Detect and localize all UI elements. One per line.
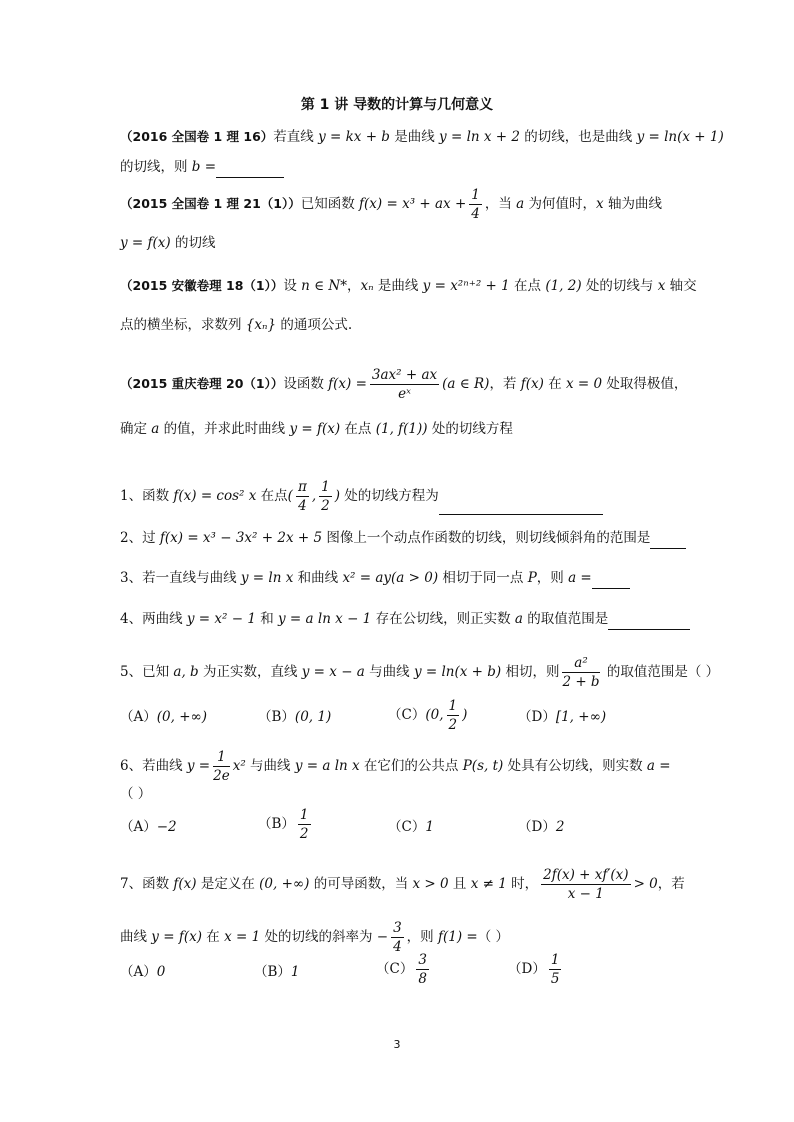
math: a = <box>646 758 671 774</box>
option-b[interactable] <box>258 806 314 843</box>
math: > 0 <box>633 876 658 892</box>
option-label: （D） <box>518 819 556 835</box>
text: （ ） <box>477 929 509 945</box>
denominator: eˣ <box>398 386 411 402</box>
option-d[interactable] <box>518 706 606 728</box>
source-tag: （2016 全国卷 1 理 16） <box>120 129 274 144</box>
text: 的通项公式. <box>276 317 353 333</box>
numerator: π <box>297 479 307 495</box>
option-d[interactable] <box>518 816 564 838</box>
text: 过 <box>142 530 160 546</box>
text: 设函数 <box>283 376 329 392</box>
text: ，则 <box>536 570 569 586</box>
math: a <box>516 196 525 212</box>
text: 两曲线 <box>142 611 187 627</box>
math: (a ∈ R) <box>442 376 490 392</box>
option-label: （B） <box>258 816 295 832</box>
math: , <box>311 488 317 504</box>
option-value: 0 <box>156 964 166 980</box>
text: ，则 <box>406 929 438 945</box>
option-value: [1, +∞) <box>555 709 607 725</box>
option-label: （C） <box>388 819 426 835</box>
option-a[interactable] <box>120 816 177 838</box>
source-tag: （2015 全国卷 1 理 21（1）） <box>120 196 301 211</box>
denominator: 8 <box>418 971 427 987</box>
math: ( <box>287 488 293 504</box>
text: 曲线 <box>120 929 152 945</box>
text: 为何值时， <box>524 196 597 212</box>
option-value: 1 <box>425 819 434 835</box>
question-5 <box>120 654 719 691</box>
math: f(x) = <box>328 376 367 392</box>
text: 是定义在 <box>196 876 260 892</box>
intro-problem-4-cont <box>120 418 513 440</box>
fraction <box>296 478 309 515</box>
fraction <box>549 951 562 988</box>
intro-problem-3-cont <box>120 314 352 336</box>
text: 在点 <box>256 488 288 504</box>
denominator: 2 + b <box>562 674 600 690</box>
math: x ≠ 1 <box>470 876 507 892</box>
math: x = 1 <box>224 929 261 945</box>
text: 点的横坐标，求数列 <box>120 317 246 333</box>
math: − <box>376 929 389 945</box>
text: 与曲线 <box>245 758 295 774</box>
fraction <box>562 654 599 691</box>
text: ，若 <box>489 376 521 392</box>
math: (0, +∞) <box>259 876 310 892</box>
text: 相切，则 <box>501 664 560 680</box>
math: b = <box>191 159 217 175</box>
question-6 <box>120 748 671 785</box>
math: y = x²ⁿ⁺² + 1 <box>422 278 510 294</box>
text: 已知 <box>142 664 174 680</box>
text: 处的切线方程 <box>427 421 513 437</box>
math: x = 0 <box>566 376 603 392</box>
denominator: x − 1 <box>567 886 604 902</box>
fraction <box>370 366 439 403</box>
text: 若一直线与曲线 <box>142 570 241 586</box>
math: f(x) <box>520 376 544 392</box>
math: f(x) <box>173 876 197 892</box>
math: y = x − a <box>301 664 365 680</box>
math: {xₙ} <box>245 317 277 333</box>
answer-blank <box>650 532 686 549</box>
source-tag: （2015 安徽卷理 18（1）） <box>120 278 284 293</box>
denominator: 2 <box>448 717 458 733</box>
text: 确定 <box>120 421 152 437</box>
question-number: 2、 <box>120 530 143 546</box>
math: x <box>596 196 604 212</box>
text: 在它们的公共点 <box>359 758 463 774</box>
answer-blank <box>439 498 603 515</box>
question-number: 3、 <box>120 570 143 586</box>
option-c[interactable] <box>388 816 434 838</box>
question-number: 5、 <box>120 664 143 680</box>
math: y = ln x <box>240 570 294 586</box>
text: 图像上一个动点作函数的切线，则切线倾斜角的范围是 <box>322 530 651 546</box>
text: 的取值范围是 <box>522 611 609 627</box>
text: 时， <box>506 876 539 892</box>
option-label: （D） <box>508 961 546 977</box>
math: x² <box>232 758 246 774</box>
page-number: 3 <box>393 1038 401 1051</box>
math: y = ln(x + 1) <box>636 129 724 145</box>
text: 是曲线 <box>389 129 440 145</box>
denominator: 4 <box>298 498 307 514</box>
text: 若曲线 <box>142 758 187 774</box>
text: 和曲线 <box>293 570 343 586</box>
math: f(x) = cos² x <box>173 488 257 504</box>
option-c[interactable] <box>376 951 432 988</box>
option-label: （A） <box>120 819 157 835</box>
answer-blank <box>608 613 690 630</box>
text: 轴为曲线 <box>603 196 662 212</box>
math: x² = ay(a > 0) <box>342 570 439 586</box>
text: 处取得极值， <box>602 376 688 392</box>
option-value: 1 <box>290 964 300 980</box>
numerator: 1 <box>471 187 480 203</box>
math: (1, 2) <box>545 278 582 294</box>
text: ， <box>346 278 361 294</box>
option-b[interactable] <box>258 706 331 728</box>
page-title: 第 1 讲 导数的计算与几何意义 <box>300 97 494 113</box>
option-label: （A） <box>120 964 157 980</box>
text: 在 <box>201 929 225 945</box>
math: y = f(x) <box>151 929 202 945</box>
option-c[interactable] <box>388 697 467 734</box>
math: n ∈ N* <box>301 278 347 294</box>
math: P <box>527 570 537 586</box>
math: ) <box>334 488 340 504</box>
numerator: 2f(x) + xf′(x) <box>543 867 629 883</box>
text: 的取值范围是（ ） <box>602 664 720 680</box>
text: 是曲线 <box>373 278 423 294</box>
option-label: （C） <box>388 707 426 723</box>
numerator: a² <box>562 654 599 673</box>
question-1 <box>120 478 603 515</box>
text: 函数 <box>142 488 174 504</box>
text: 处的切线的斜率为 <box>260 929 377 945</box>
text: 的切线，也是曲线 <box>519 129 637 145</box>
math: a <box>514 611 523 627</box>
option-d[interactable] <box>508 951 564 988</box>
intro-problem-1-cont <box>120 156 284 178</box>
fraction <box>447 697 460 734</box>
option-label: （B） <box>258 709 295 725</box>
text: 和 <box>255 611 279 627</box>
option-a[interactable] <box>120 961 165 983</box>
question-2 <box>120 527 686 549</box>
intro-problem-3 <box>120 275 697 297</box>
fraction <box>469 186 482 223</box>
math: f(x) = x³ − 3x² + 2x + 5 <box>159 530 323 546</box>
math: y = <box>186 758 211 774</box>
option-label: （C） <box>376 961 414 977</box>
text: 处的切线与 <box>581 278 658 294</box>
question-6-paren <box>120 783 151 805</box>
option-value: 2 <box>555 819 565 835</box>
numerator: 1 <box>448 698 458 714</box>
option-value: (0, +∞) <box>156 709 208 725</box>
text: 在点 <box>340 421 376 437</box>
text: 存在公切线，则正实数 <box>371 611 515 627</box>
question-4 <box>120 608 690 630</box>
denominator: 2 <box>299 826 309 842</box>
math: y = ln x + 2 <box>439 129 520 145</box>
question-number: 6、 <box>120 758 143 774</box>
question-3 <box>120 567 630 589</box>
fraction <box>213 748 230 785</box>
text: 且 <box>448 876 471 892</box>
math: a, b <box>173 664 199 680</box>
math: f(1) = <box>437 929 478 945</box>
option-b[interactable] <box>254 961 300 983</box>
text: 若直线 <box>273 129 319 145</box>
intro-problem-2 <box>120 186 662 223</box>
text: 的值，并求此时曲线 <box>159 421 290 437</box>
option-value: ) <box>462 707 468 723</box>
option-a[interactable] <box>120 706 207 728</box>
intro-problem-2-cont <box>120 232 215 254</box>
text: 的可导函数，当 <box>309 876 413 892</box>
numerator: 3 <box>418 952 427 968</box>
option-label: （A） <box>120 709 157 725</box>
fraction <box>416 951 429 988</box>
fraction <box>319 478 332 515</box>
answer-blank <box>216 161 284 178</box>
text: 在点 <box>509 278 546 294</box>
text: 已知函数 <box>300 196 360 212</box>
text: 的切线 <box>170 235 216 251</box>
math: y = a ln x − 1 <box>278 611 372 627</box>
math: y = x² − 1 <box>186 611 256 627</box>
denominator: 5 <box>550 971 560 987</box>
question-number: 1、 <box>120 488 143 504</box>
option-value: −2 <box>156 819 177 835</box>
numerator: 1 <box>213 748 230 767</box>
numerator: 1 <box>299 807 309 823</box>
math: y = f(x) <box>120 235 171 251</box>
denominator: 2e <box>213 768 230 784</box>
denominator: 2 <box>321 498 330 514</box>
text: 处具有公切线，则实数 <box>503 758 647 774</box>
text: ，当 <box>484 196 517 212</box>
math: xₙ <box>360 278 374 294</box>
answer-paren: （ ） <box>120 786 152 802</box>
fraction <box>298 806 311 843</box>
option-value: (0, 1) <box>294 709 332 725</box>
numerator: 3 <box>393 920 402 936</box>
math: x <box>657 278 666 294</box>
math: y = ln(x + b) <box>413 664 502 680</box>
math: a <box>151 421 160 437</box>
text: 在 <box>543 376 566 392</box>
source-tag: （2015 重庆卷理 20（1）） <box>120 376 284 391</box>
text: ，若 <box>657 876 685 892</box>
numerator: 3ax² + ax <box>371 367 438 383</box>
numerator: 1 <box>321 479 330 495</box>
math: (1, f(1)) <box>375 421 428 437</box>
text: 设 <box>283 278 302 294</box>
numerator: 1 <box>550 952 560 968</box>
text: 函数 <box>142 876 174 892</box>
option-label: （D） <box>518 709 556 725</box>
math: x > 0 <box>412 876 449 892</box>
intro-problem-4 <box>120 366 687 403</box>
question-7 <box>120 866 685 903</box>
denominator: 4 <box>393 939 402 955</box>
text: 轴交 <box>665 278 697 294</box>
question-number: 4、 <box>120 611 143 627</box>
text: 的切线，则 <box>120 159 192 175</box>
intro-problem-1 <box>120 126 724 148</box>
math: y = f(x) <box>289 421 341 437</box>
math: P(s, t) <box>462 758 504 774</box>
option-label: （B） <box>254 964 291 980</box>
option-value: (0, <box>425 707 444 723</box>
fraction <box>541 866 630 903</box>
math: a = <box>568 570 592 586</box>
math: f(x) = x³ + ax + <box>359 196 467 212</box>
text: 为正实数，直线 <box>198 664 302 680</box>
text: 处的切线方程为 <box>340 488 439 504</box>
text: 相切于同一点 <box>438 570 528 586</box>
question-number: 7、 <box>120 876 143 892</box>
math: y = kx + b <box>318 129 390 145</box>
math: y = a ln x <box>294 758 360 774</box>
denominator: 4 <box>471 206 480 222</box>
text: 与曲线 <box>364 664 414 680</box>
question-7-cont <box>120 919 509 956</box>
answer-blank <box>592 572 630 589</box>
